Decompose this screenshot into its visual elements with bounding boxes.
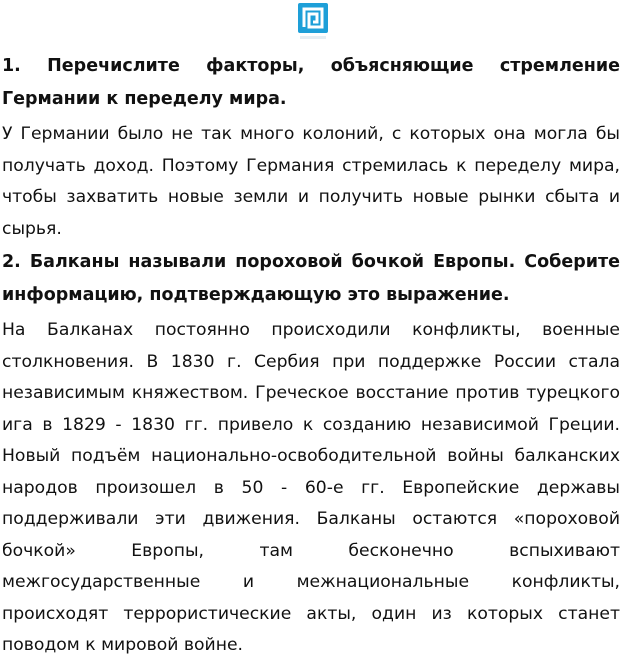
question-2-answer: На Балканах постоянно происходили конфликты, военные столкновения. В 1830 г. Сербия при поддержке России стала независимым княжеством. Греческое восстание против турецкого ига в 1829 - 1830 гг. привело к созданию независимой Греции. Новый подъём национально-освободительной войны балканских народов произошел в 50 - 60-е гг. Европейские державы поддерживали эти движения. Балканы остаются «пороховой бочкой» Европы, там бесконечно вспыхивают межгосударственные и межнациональные конфликты, происходят террористические акты, один из которых станет поводом к мировой войне. xyxy=(2,320,620,655)
question-1-answer: У Германии было не так много колоний, с которых она могла бы получать доход. Поэтому Германия стремилась к переделу мира, чтобы захватить новые земли и получить новые рынки сбыта и сырья. xyxy=(2,124,620,239)
site-logo-icon xyxy=(297,2,329,40)
question-2-heading: 2. Балканы называли пороховой бочкой Европы. Соберите информацию, подтверждающую это выражение. xyxy=(2,252,620,305)
document-content xyxy=(2,50,620,662)
question-1-heading: 1. Перечислите факторы, объясняющие стремление Германии к переделу мира. xyxy=(2,56,620,109)
